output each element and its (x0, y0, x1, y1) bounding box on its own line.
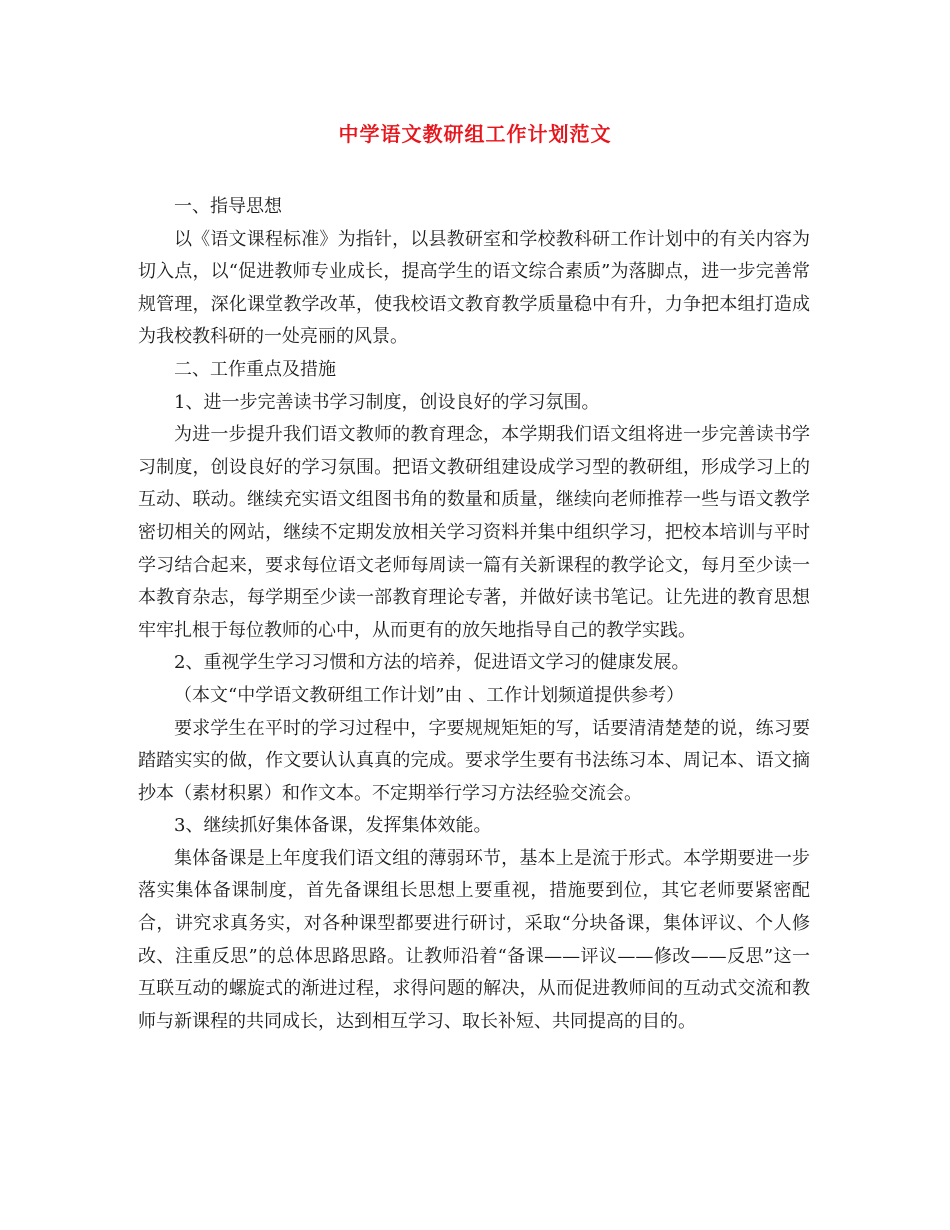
subheading-study-habits: 2、重视学生学习习惯和方法的培养，促进语文学习的健康发展。 (174, 652, 690, 674)
paragraph-reading-system: 为进一步提升我们语文教师的教育理念，本学期我们语文组将进一步完善读书学习制度，创设良好的学习氛围。把语文教研组建设成学习型的教研组，形成学习上的互动、联动。继续充实语文组图书角的数量和质量，继续向老师推荐一些与语文教学密切相关的网站，继续不定期发放相关学习资料并集中组织学习，把校本培训与平时学习结合起来，要求每位语文老师每周读一篇有关新课程的教学论文，每月至少读一本教育杂志，每学期至少读一部教育理论专著，并做好读书笔记。让先进的教育思想牢牢扎根于每位教师的心中，从而更有的放矢地指导自己的教学实践。 (138, 424, 810, 641)
subheading-collective-lesson-prep: 3、继续抓好集体备课，发挥集体效能。 (174, 815, 492, 837)
paragraph-study-habits: 要求学生在平时的学习过程中，字要规规矩矩的写，话要清清楚楚的说，练习要踏踏实实的做，作文要认认真真的完成。要求学生要有书法练习本、周记本、语文摘抄本（素材积累）和作文本。不定期举行学习方法经验交流会。 (138, 717, 810, 804)
subheading-reading-system: 1、进一步完善读书学习制度，创设良好的学习氛围。 (174, 391, 600, 413)
source-note: （本文“中学语文教研组工作计划”由 、工作计划频道提供参考） (174, 684, 685, 706)
paragraph-guiding-thought: 以《语文课程标准》为指针，以县教研室和学校教科研工作计划中的有关内容为切入点，以“促进教师专业成长，提高学生的语文综合素质”为落脚点，进一步完善常规管理，深化课堂教学改革，使我校语文教育教学质量稳中有升，力争把本组打造成为我校教科研的一处亮丽的风景。 (138, 228, 810, 348)
document-title: 中学语文教研组工作计划范文 (338, 122, 612, 146)
paragraph-collective-lesson-prep: 集体备课是上年度我们语文组的薄弱环节，基本上是流于形式。本学期要进一步落实集体备课制度，首先备课组长思想上要重视，措施要到位，其它老师要紧密配合，讲究求真务实，对各种课型都要进行研讨，采取“分块备课，集体评议、个人修改、注重反思”的总体思路思路。让教师沿着“备课——评议——修改——反思”这一互联互动的螺旋式的渐进过程，求得问题的解决，从而促进教师间的互动式交流和教师与新课程的共同成长，达到相互学习、取长补短、共同提高的目的。 (138, 847, 810, 1032)
document-body (138, 191, 810, 1038)
section-heading-guiding-thought: 一、指导思想 (174, 196, 282, 217)
section-heading-key-work: 二、工作重点及措施 (174, 358, 336, 380)
